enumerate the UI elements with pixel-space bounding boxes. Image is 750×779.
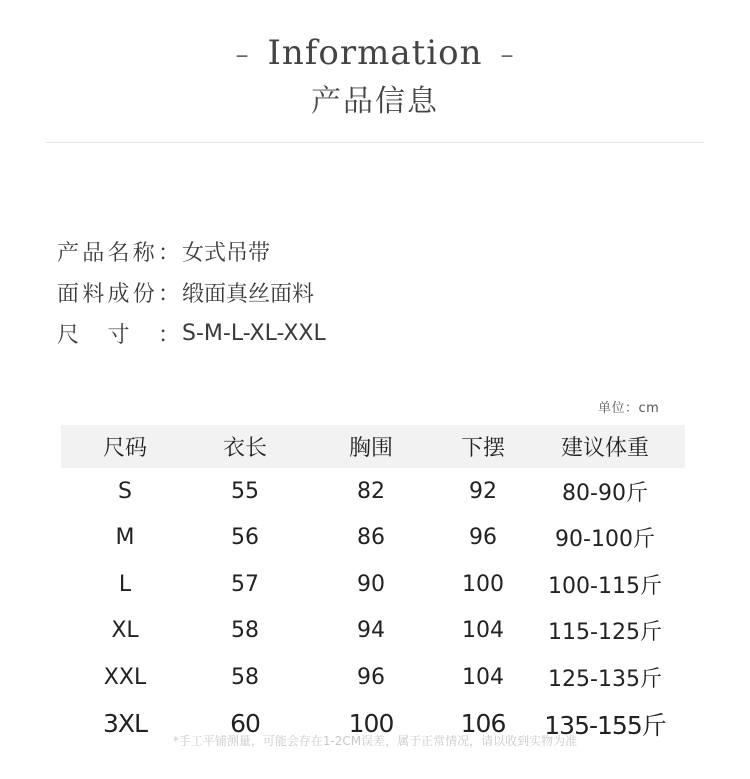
label-char: 称 xyxy=(132,241,155,266)
label-char: 寸 xyxy=(107,323,130,348)
section-header xyxy=(0,30,750,122)
table-cell: 104 xyxy=(462,664,504,690)
info-row-name xyxy=(57,231,326,272)
measurement-footnote: *手工平铺测量，可能会存在1-2CM误差，属于正常情况，请以收到实物为准 xyxy=(172,734,578,748)
table-row xyxy=(61,468,685,515)
table-cell: 100-115斤 xyxy=(548,573,662,599)
label-char: 产 xyxy=(57,241,80,266)
label-char: 名 xyxy=(107,241,130,266)
size-table xyxy=(61,425,685,747)
label-char: 份 xyxy=(132,282,155,307)
table-cell: 94 xyxy=(357,618,385,644)
table-cell: 80-90斤 xyxy=(562,480,648,506)
label-char: 尺 xyxy=(57,323,80,348)
label-char: 品 xyxy=(82,241,105,266)
column-header: 建议体重 xyxy=(560,436,649,461)
table-cell: 106 xyxy=(460,709,506,739)
table-cell: 125-135斤 xyxy=(548,666,662,692)
header-dash-left: – xyxy=(235,40,250,70)
table-cell: S xyxy=(118,478,132,504)
info-label xyxy=(57,236,180,267)
table-cell: 100 xyxy=(348,709,394,739)
info-row-fabric xyxy=(57,272,326,313)
table-cell: 56 xyxy=(231,525,259,551)
table-cell: 58 xyxy=(231,618,259,644)
table-row xyxy=(61,515,685,562)
table-cell: M xyxy=(115,525,135,551)
table-cell: L xyxy=(118,571,132,597)
table-cell: 90 xyxy=(357,571,385,597)
table-row xyxy=(61,608,685,655)
table-row xyxy=(61,654,685,701)
table-cell: 104 xyxy=(462,618,504,644)
column-header: 衣长 xyxy=(222,436,267,461)
unit-label: 单位：cm xyxy=(598,401,660,416)
label-colon: ： xyxy=(157,282,180,307)
table-cell: 90-100斤 xyxy=(555,527,655,553)
table-cell: 60 xyxy=(230,709,260,739)
table-row xyxy=(61,561,685,608)
info-value: 女式吊带 xyxy=(182,241,271,266)
label-char: 料 xyxy=(82,282,105,307)
info-label xyxy=(57,277,180,308)
column-header: 尺码 xyxy=(102,436,147,461)
column-header: 胸围 xyxy=(348,436,393,461)
header-title-en xyxy=(0,30,750,78)
table-cell: XL xyxy=(111,618,139,644)
header-title-cn: 产品信息 xyxy=(311,84,439,119)
table-header-row xyxy=(61,425,685,468)
info-row-size xyxy=(57,313,326,354)
table-cell: 57 xyxy=(231,571,259,597)
header-dash-right: – xyxy=(500,40,515,70)
table-cell: 82 xyxy=(357,478,385,504)
label-char: 面 xyxy=(57,282,80,307)
table-cell: 96 xyxy=(469,525,497,551)
info-value: 缎面真丝面料 xyxy=(182,282,315,307)
table-body xyxy=(61,468,685,747)
table-cell: 135-155斤 xyxy=(544,710,666,740)
table-cell: 55 xyxy=(231,478,259,504)
table-cell: 96 xyxy=(357,664,385,690)
table-cell: 86 xyxy=(357,525,385,551)
table-cell: 115-125斤 xyxy=(548,620,662,646)
header-divider xyxy=(46,142,704,143)
label-colon: ： xyxy=(157,323,180,348)
info-label xyxy=(57,318,180,349)
header-title-en-text: Information xyxy=(267,33,483,73)
table-cell: 3XL xyxy=(103,709,147,739)
table-cell: XXL xyxy=(103,664,147,690)
table-cell: 100 xyxy=(462,571,504,597)
product-info-list xyxy=(57,231,326,354)
label-char: 成 xyxy=(107,282,130,307)
label-colon: ： xyxy=(157,241,180,266)
table-cell: 58 xyxy=(231,664,259,690)
table-cell: 92 xyxy=(469,478,497,504)
column-header: 下摆 xyxy=(460,436,505,461)
info-value: S-M-L-XL-XXL xyxy=(182,321,326,346)
